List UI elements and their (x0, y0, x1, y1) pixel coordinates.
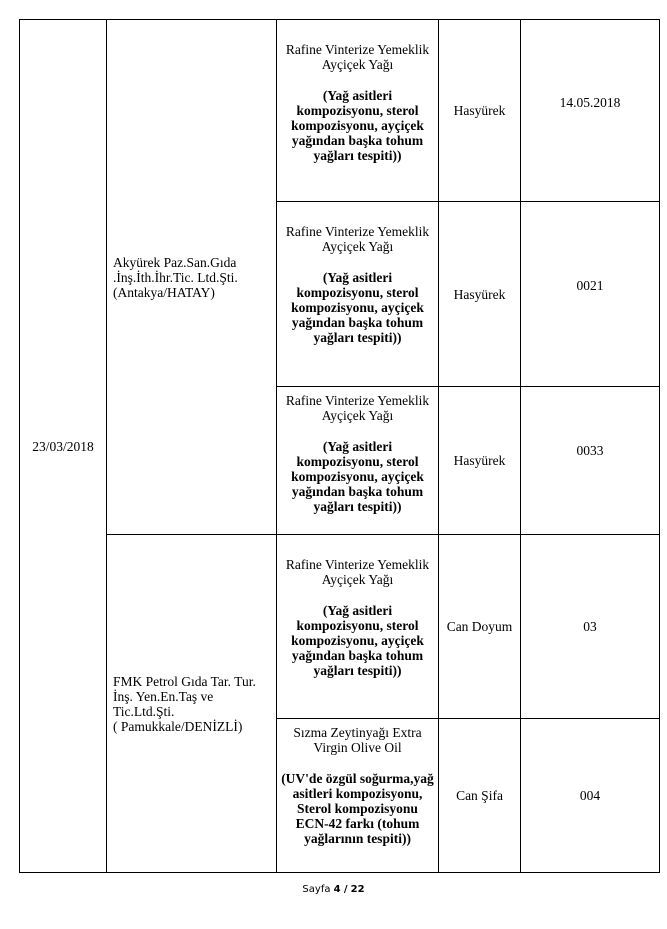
product-tests: (Yağ asitleri kompozisyonu, sterol kompozisyonu, ayçiçek yağından başka tohum yağları tespiti)) (291, 88, 424, 163)
brand-cell (439, 20, 521, 202)
product-name: Sızma Zeytinyağı Extra Virgin Olive Oil (293, 725, 422, 755)
product-tests: (UV'de özgül soğurma,yağ asitleri kompozisyonu, Sterol kompozisyonu ECN-42 farkı (tohum yağlarının tespiti)) (281, 771, 434, 846)
page-separator: / (343, 884, 348, 895)
company-name: Akyürek Paz.San.Gıda .İnş.İth.İhr.Tic. Ltd.Şti. (Antakya/HATAY) (113, 254, 238, 300)
product-tests: (Yağ asitleri kompozisyonu, sterol kompozisyonu, ayçiçek yağından başka tohum yağları tespiti)) (291, 439, 424, 514)
lot-text: 14.05.2018 (559, 95, 621, 110)
product-name: Rafine Vinterize Yemeklik Ayçiçek Yağı (285, 42, 430, 72)
lot-text: 0021 (576, 278, 604, 293)
product-cell (277, 20, 439, 202)
records-table (19, 19, 660, 873)
brand-cell (439, 387, 521, 535)
brand-cell (439, 202, 521, 387)
lot-cell (521, 387, 660, 535)
table-row (20, 20, 660, 202)
brand-text: Hasyürek (453, 286, 506, 302)
company-name: FMK Petrol Gıda Tar. Tur. İnş. Yen.En.Taş ve Tic.Ltd.Şti. ( Pamukkale/DENİZLİ) (113, 673, 256, 734)
lot-cell (521, 202, 660, 387)
page-total: 22 (350, 884, 365, 895)
product-tests: (Yağ asitleri kompozisyonu, sterol kompozisyonu, ayçiçek yağından başka tohum yağları tespiti)) (291, 270, 424, 345)
product-cell (277, 535, 439, 719)
page-footer (0, 884, 667, 895)
date-cell (20, 20, 107, 873)
lot-text: 0033 (576, 443, 604, 458)
lot-text: 004 (579, 788, 601, 803)
lot-cell (521, 20, 660, 202)
brand-text: Can Doyum (446, 619, 513, 634)
brand-cell (439, 719, 521, 873)
brand-text: Can Şifa (456, 788, 503, 803)
product-tests: (Yağ asitleri kompozisyonu, sterol kompozisyonu, ayçiçek yağından başka tohum yağları tespiti)) (291, 603, 424, 678)
table-row (20, 535, 660, 719)
lot-cell (521, 719, 660, 873)
brand-text: Hasyürek (453, 453, 506, 468)
brand-cell (439, 535, 521, 719)
product-cell (277, 202, 439, 387)
company-cell (107, 20, 277, 535)
product-cell (277, 719, 439, 873)
date-text: 23/03/2018 (32, 438, 94, 454)
brand-text: Hasyürek (453, 103, 506, 118)
product-name: Rafine Vinterize Yemeklik Ayçiçek Yağı (285, 224, 430, 254)
product-cell (277, 387, 439, 535)
company-cell (107, 535, 277, 873)
page-current: 4 (333, 884, 341, 895)
lot-text: 03 (583, 619, 597, 634)
product-name: Rafine Vinterize Yemeklik Ayçiçek Yağı (285, 393, 430, 423)
page-label: Sayfa (302, 884, 331, 895)
lot-cell (521, 535, 660, 719)
product-name: Rafine Vinterize Yemeklik Ayçiçek Yağı (285, 557, 430, 587)
